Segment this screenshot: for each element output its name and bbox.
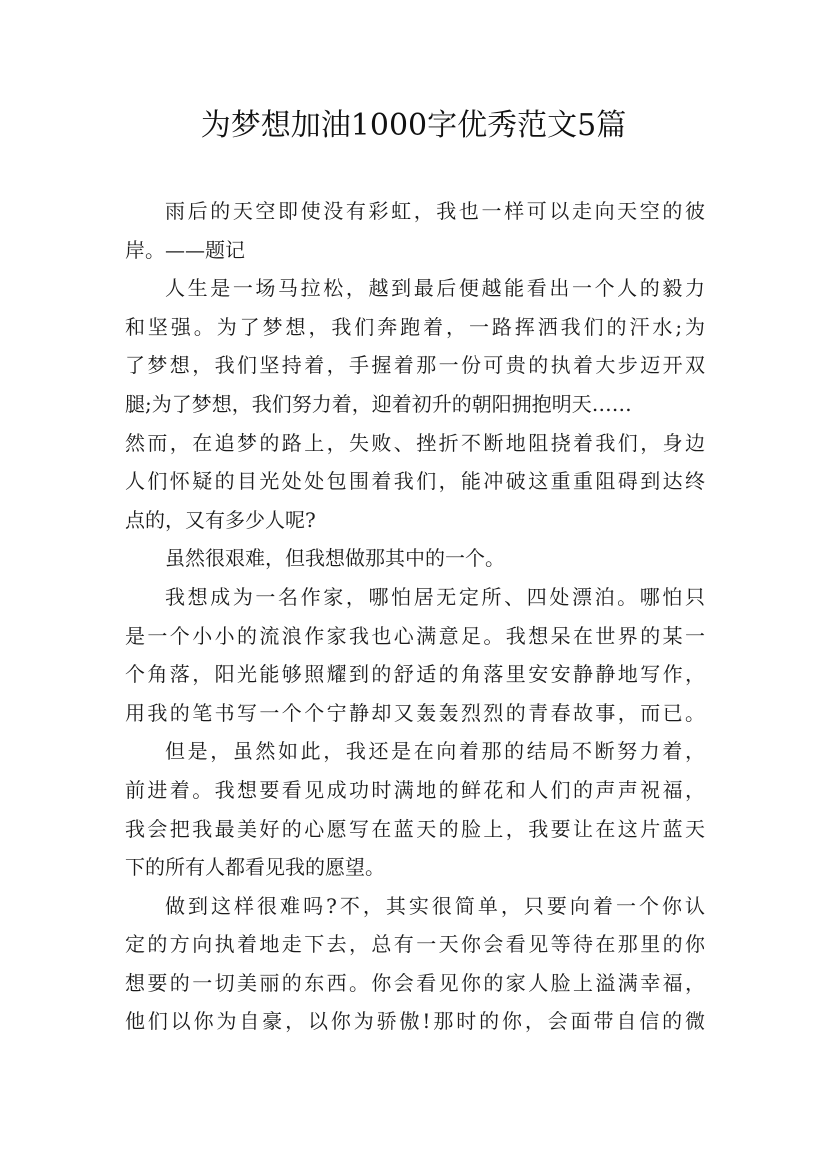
text-line: 想要的一切美丽的东西。你会看见你的家人脸上溢满幸福， bbox=[125, 970, 705, 995]
text-line: 定的方向执着地走下去，总有一天你会看见等待在那里的你 bbox=[125, 932, 705, 957]
text-line: 了梦想，我们坚持着，手握着那一份可贵的执着大步迈开双 bbox=[125, 353, 705, 378]
document-body bbox=[125, 192, 705, 1041]
text-line: 人生是一场马拉松，越到最后便越能看出一个人的毅力 bbox=[165, 276, 705, 301]
text-line: 他们以你为自豪，以你为骄傲!那时的你，会面带自信的微 bbox=[125, 1009, 705, 1034]
text-line: 岸。——题记 bbox=[125, 237, 245, 262]
text-line: 腿;为了梦想，我们努力着，迎着初升的朝阳拥抱明天…… bbox=[125, 391, 632, 416]
text-line: 前进着。我想要看见成功时满地的鲜花和人们的声声祝福， bbox=[125, 777, 705, 802]
text-line: 我想成为一名作家，哪怕居无定所、四处漂泊。哪怕只 bbox=[165, 584, 705, 609]
text-line: 做到这样很难吗?不，其实很简单，只要向着一个你认 bbox=[165, 893, 705, 918]
text-line: 个角落，阳光能够照耀到的舒适的角落里安安静静地写作， bbox=[125, 662, 705, 687]
text-line: 点的，又有多少人呢? bbox=[125, 507, 316, 532]
text-line: 雨后的天空即使没有彩虹，我也一样可以走向天空的彼 bbox=[165, 199, 705, 223]
document-title: 为梦想加油1000字优秀范文5篇 bbox=[200, 108, 627, 143]
text-line: 人们怀疑的目光处处包围着我们，能冲破这重重阻碍到达终 bbox=[125, 469, 705, 494]
text-line: 我会把我最美好的心愿写在蓝天的脸上，我要让在这片蓝天 bbox=[125, 816, 705, 841]
text-line: 虽然很艰难，但我想做那其中的一个。 bbox=[165, 546, 505, 571]
text-line: 然而，在追梦的路上，失败、挫折不断地阻挠着我们，身边 bbox=[125, 430, 705, 455]
text-line: 和坚强。为了梦想，我们奔跑着，一路挥洒我们的汗水;为 bbox=[125, 314, 705, 339]
text-line: 下的所有人都看见我的愿望。 bbox=[125, 855, 385, 880]
text-line: 但是，虽然如此，我还是在向着那的结局不断努力着， bbox=[165, 739, 705, 764]
text-line: 是一个小小的流浪作家我也心满意足。我想呆在世界的某一 bbox=[125, 623, 705, 648]
text-line: 用我的笔书写一个个宁静却又轰轰烈烈的青春故事，而已。 bbox=[125, 700, 705, 725]
